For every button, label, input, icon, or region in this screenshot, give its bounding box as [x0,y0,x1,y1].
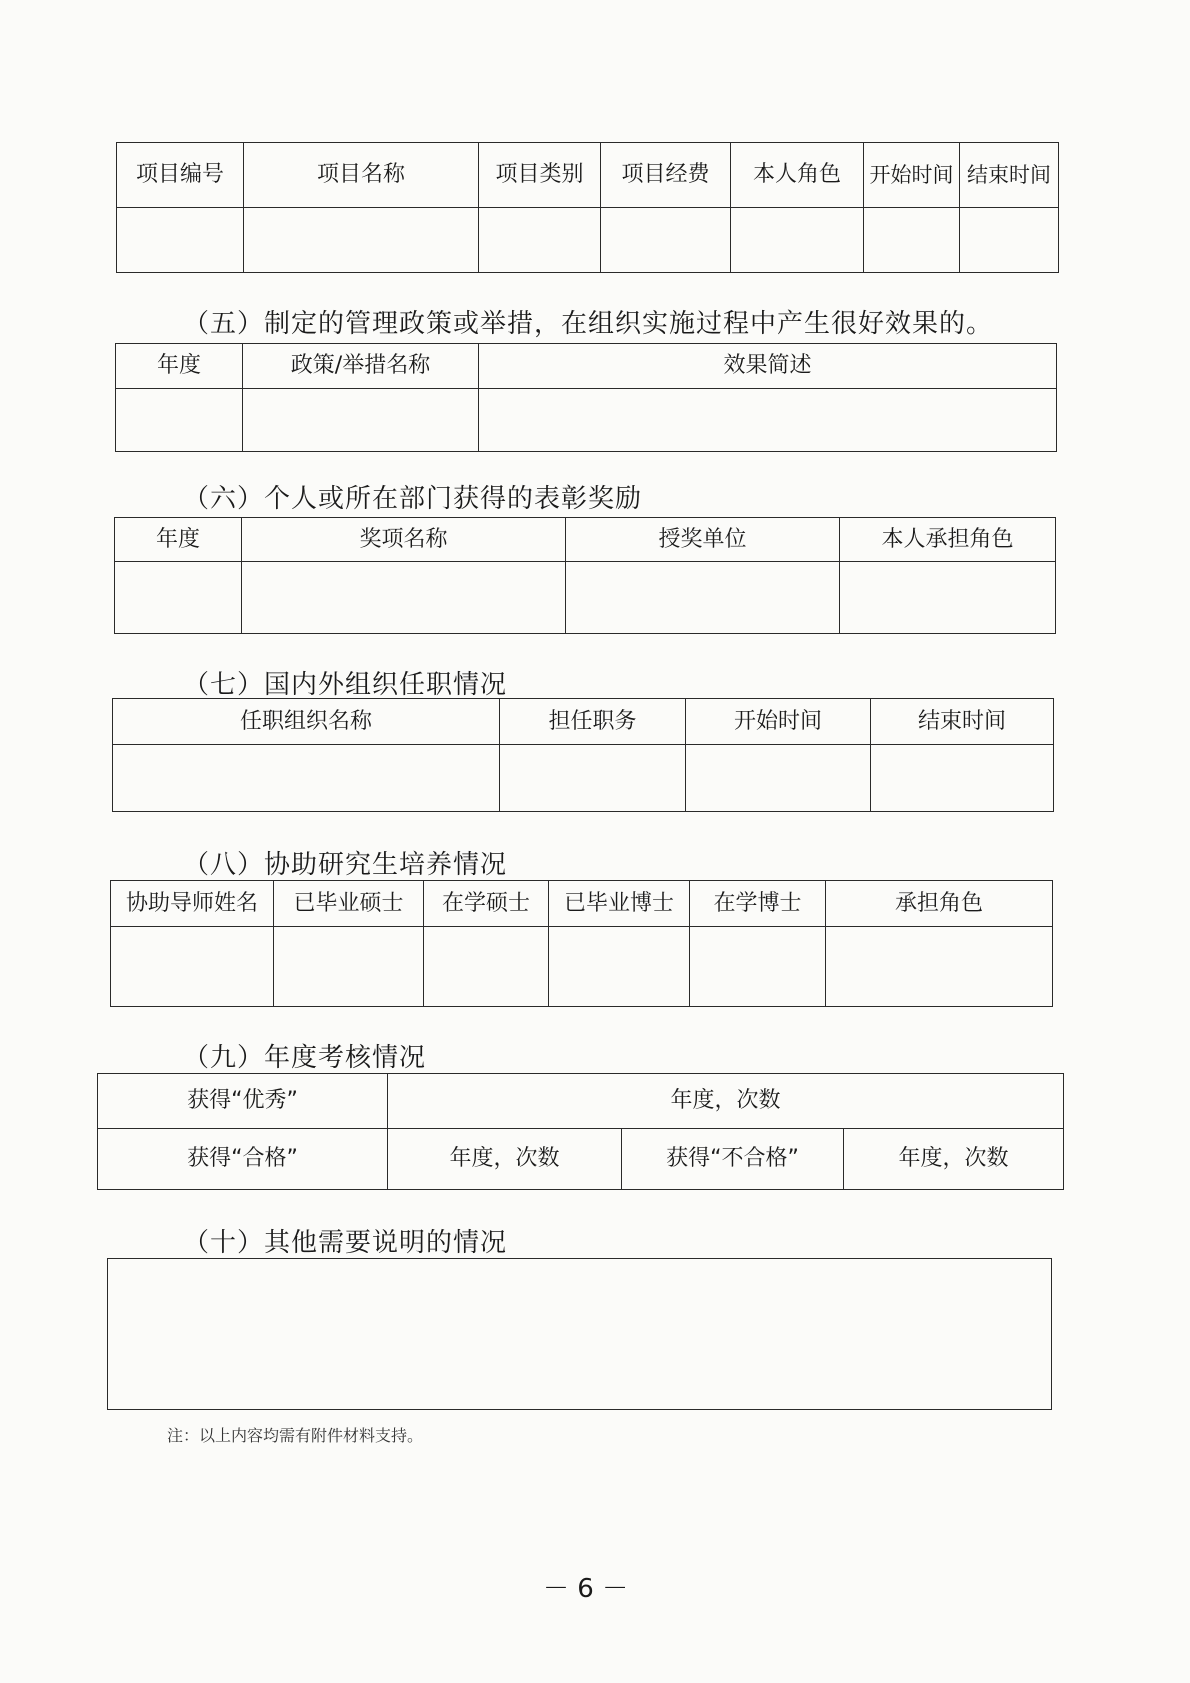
header-end-time: 结束时间 [960,143,1059,208]
policy-table [115,343,1056,452]
unqualified-label: 获得“不合格” [622,1129,844,1190]
header-position: 担任职务 [500,699,686,745]
excellent-label: 获得“优秀” [98,1074,388,1129]
cell-empty [117,208,244,273]
other-notes-box [107,1258,1052,1410]
assessment-table [97,1073,1063,1190]
header-project-name: 项目名称 [244,143,479,208]
header-own-role: 本人承担角色 [840,518,1056,562]
header-current-master: 在学硕士 [424,881,549,927]
section9-title: （九）年度考核情况 [183,1043,427,1073]
cell-empty [479,208,601,273]
cell-empty [116,389,243,452]
cell-empty [500,745,686,812]
cell-empty [566,562,840,634]
cell-empty [690,927,826,1007]
header-current-phd: 在学博士 [690,881,826,927]
header-graduated-master: 已毕业硕士 [274,881,424,927]
header-role: 承担角色 [826,881,1053,927]
header-project-funding: 项目经费 [601,143,731,208]
cell-empty [274,927,424,1007]
header-year: 年度 [115,518,242,562]
positions-table [112,698,1053,812]
cell-empty [242,562,566,634]
header-start-time: 开始时间 [686,699,871,745]
cell-empty [479,389,1057,452]
cell-empty [871,745,1054,812]
cell-empty [111,927,274,1007]
cell-empty [731,208,864,273]
cell-empty [840,562,1056,634]
header-start-time: 开始时间 [864,143,960,208]
cell-empty [113,745,500,812]
cell-empty [244,208,479,273]
excellent-value: 年度，次数 [388,1074,1064,1129]
section5-title: （五）制定的管理政策或举措，在组织实施过程中产生很好效果的。 [183,309,994,339]
header-end-time: 结束时间 [871,699,1054,745]
section6-title: （六）个人或所在部门获得的表彰奖励 [183,484,643,514]
qualified-label: 获得“合格” [98,1129,388,1190]
project-table [116,142,1058,273]
cell-empty [686,745,871,812]
cell-empty [115,562,242,634]
header-awarding-unit: 授奖单位 [566,518,840,562]
cell-empty [424,927,549,1007]
cell-empty [601,208,731,273]
header-award-name: 奖项名称 [242,518,566,562]
header-own-role: 本人角色 [731,143,864,208]
header-project-number: 项目编号 [117,143,244,208]
footnote: 注：以上内容均需有附件材料支持。 [167,1426,424,1445]
header-effect-summary: 效果简述 [479,344,1057,389]
header-graduated-phd: 已毕业博士 [549,881,690,927]
qualified-value: 年度，次数 [388,1129,622,1190]
page-number: － 6 － [543,1574,629,1604]
header-year: 年度 [116,344,243,389]
section7-title: （七）国内外组织任职情况 [183,670,508,700]
cell-empty [864,208,960,273]
header-advisor-name: 协助导师姓名 [111,881,274,927]
section10-title: （十）其他需要说明的情况 [183,1228,508,1258]
header-policy-name: 政策/举措名称 [243,344,479,389]
student-training-table [110,880,1052,1007]
header-project-category: 项目类别 [479,143,601,208]
cell-empty [243,389,479,452]
header-organization-name: 任职组织名称 [113,699,500,745]
cell-empty [549,927,690,1007]
cell-empty [826,927,1053,1007]
unqualified-value: 年度，次数 [844,1129,1064,1190]
cell-empty [960,208,1059,273]
awards-table [114,517,1055,634]
section8-title: （八）协助研究生培养情况 [183,850,508,880]
